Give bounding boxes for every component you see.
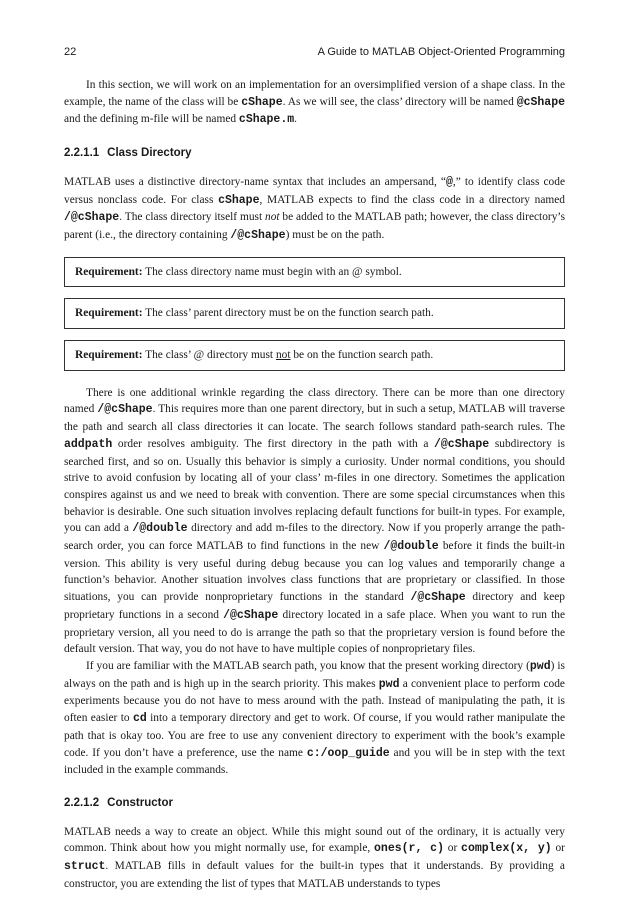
requirement-box (64, 257, 565, 288)
path-wrinkle-paragraph: There is one additional wrinkle regarding the class directory. There can be more than one directory named /@cShape. This requires more than one parent directory, but in such a setup, MATLAB will traverse the path and search all class directories it can locate. The search follows standard path-search rules. The addpath order resolves ambiguity. The first directory in the path with a /@cShape subdirectory is searched first, and so on. Usually this behavior is simply a curiosity. Under normal conditions, you should strive to avoid confusion by locating all of your class’ m-files in one directory. Sometimes the application conspires against us and we need to break with convention. There are some special circumstances when this behavior is desirable. One such situation involves replacing default functions for built-in types. For example, you can add a /@double directory and add m-files to the directory. Now if you properly arrange the path-search order, you can force MATLAB to find functions in the new /@double before it finds the built-in version. This ability is very useful during debug because you can log values and temporarily change a function’s behavior. Another situation involves class functions that are proprietary or classified. In those situations, you can provide nonproprietary functions in the standard /@cShape directory and keep proprietary functions in a second /@cShape directory located in a safe place. When you want to run the proprietary version, all you need to do is arrange the path so that the proprietary version is found before the default version. That way, you do not have to have multiple copies of nonproprietary files. (64, 386, 565, 656)
section-number: 2.2.1.1 (64, 147, 100, 160)
requirement-label: Requirement: (75, 349, 143, 362)
requirement-text: The class directory name must begin with an @ symbol. (145, 265, 402, 278)
requirement-label: Requirement: (75, 265, 143, 278)
search-path-paragraph: If you are familiar with the MATLAB search path, you know that the present working directory (pwd) is always on the path and is high up in the search priority. This makes pwd a convenient place to perform code experiments because you do not have to mess around with the path. Instead of manipulating the path, it is often easier to cd into a temporary directory and get to work. Of course, if you would rather manipulate the path that is okay too. You are free to use any convenient directory to experiment with the book’s example code. If you don’t have a preference, use the name c:/oop_guide and you will be in step with the text included in the example commands. (64, 659, 566, 777)
section-number: 2.2.1.2 (64, 796, 100, 809)
section-title: Constructor (107, 796, 173, 809)
requirement-label: Requirement: (75, 307, 143, 320)
running-header (64, 44, 565, 58)
requirement-text: The class’ parent directory must be on the function search path. (145, 307, 434, 320)
book-title: A Guide to MATLAB Object-Oriented Programming (317, 46, 565, 58)
constructor-paragraph: MATLAB needs a way to create an object. While this might sound out of the ordinary, it is actually very common. Think about how you might normally use, for example, ones(r, c) or complex(x, y) or struct. MATLAB fills in default values for the built-in types that it understands. By providing a constructor, you are extending the list of types that MATLAB understands to types (64, 825, 565, 890)
requirement-box (64, 298, 565, 329)
section-heading-constructor (64, 795, 565, 812)
page-number: 22 (64, 46, 77, 58)
requirement-box: Requirement: The class’ @ directory must not be on the function search path. (64, 340, 565, 371)
section-heading-class-directory (64, 145, 565, 162)
class-directory-paragraph: MATLAB uses a distinctive directory-name syntax that includes an ampersand, “@,” to identify class code versus nonclass code. For class cShape, MATLAB expects to find the class code in a directory named /@cShape. The class directory itself must not be added to the MATLAB path; however, the class directory’s parent (i.e., the directory containing /@cShape) must be on the path. (64, 175, 565, 242)
section-title: Class Directory (107, 147, 192, 160)
intro-paragraph: In this section, we will work on an implementation for an oversimplified version of a shape class. In the example, the name of the class will be cShape. As we will see, the class’ directory will be named @cShape and the defining m-file will be named cShape.m. (64, 79, 566, 127)
